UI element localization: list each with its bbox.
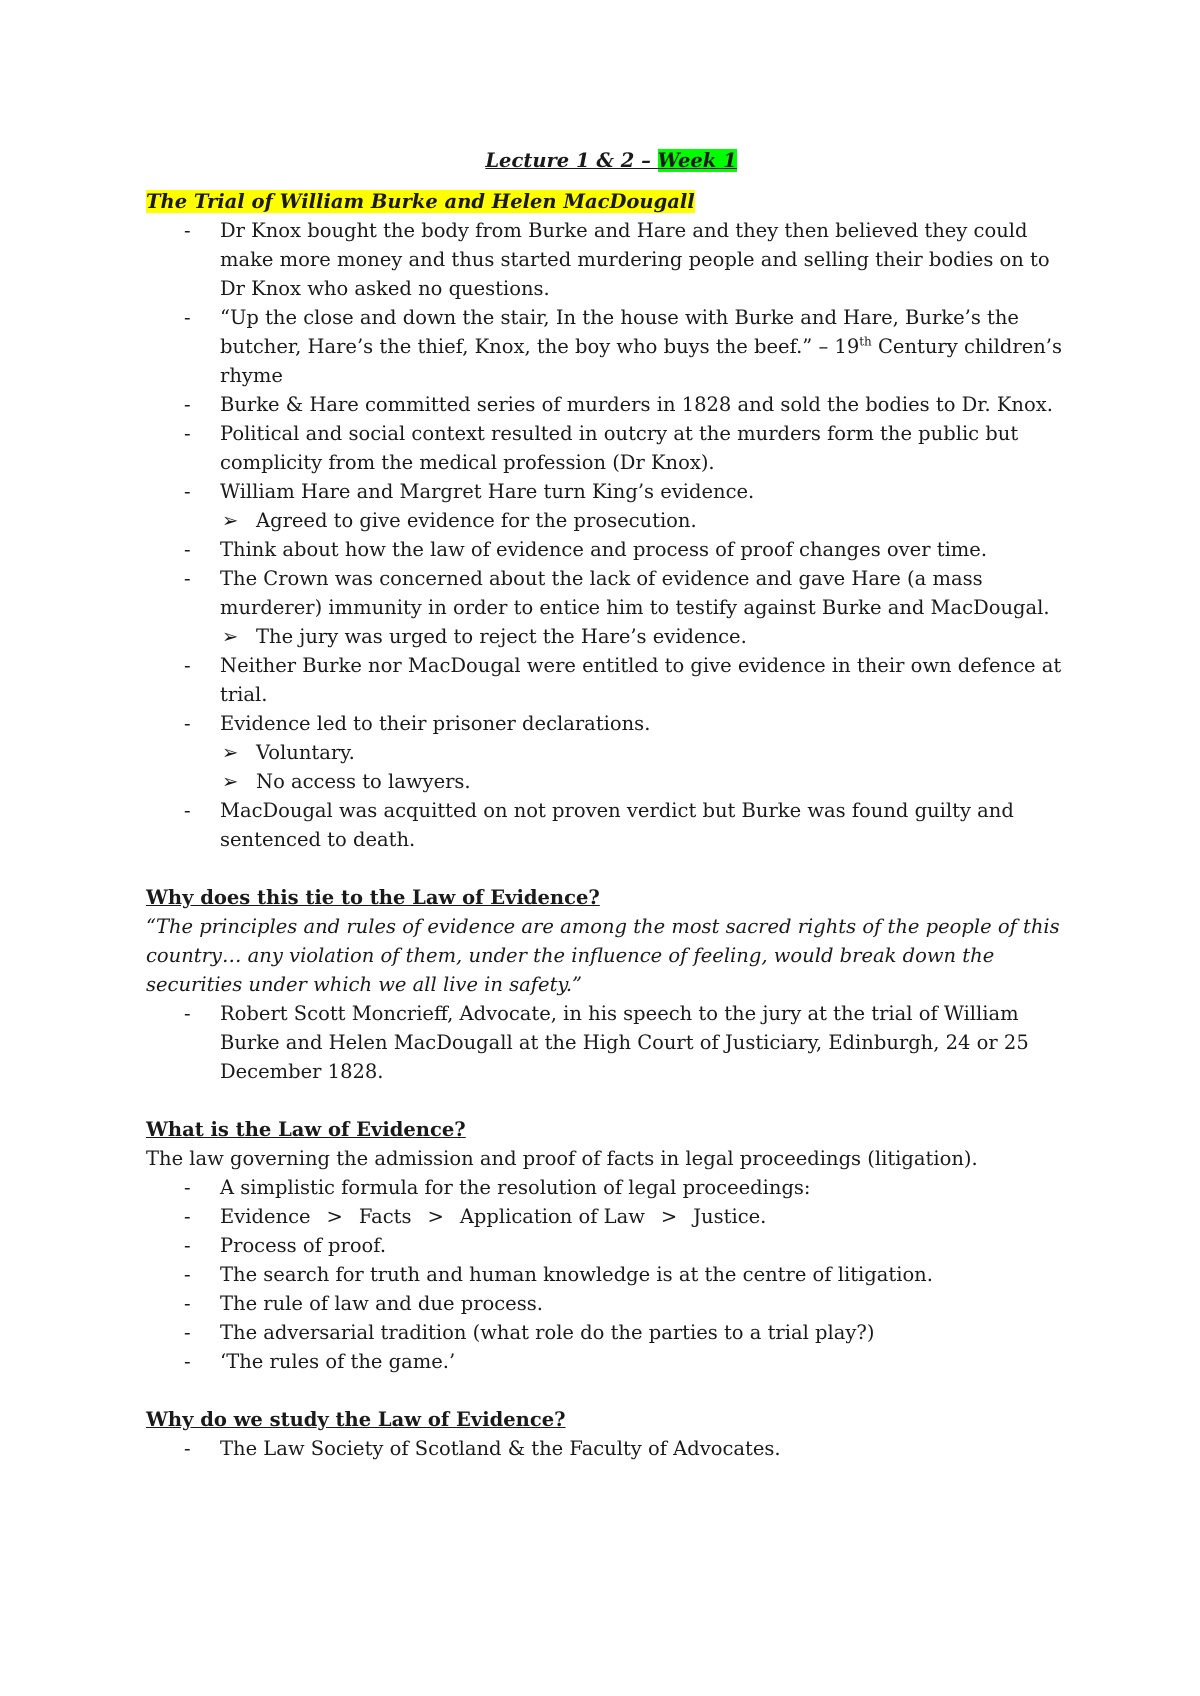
list-item: - Neither Burke nor MacDougal were entitled to give evidence in their own defence at trial. bbox=[146, 651, 1076, 709]
sub-list-item bbox=[146, 767, 1076, 796]
rhyme-tail: Century children’s rhyme bbox=[220, 335, 1063, 387]
arrow-bullet-icon: ➢ bbox=[222, 625, 239, 648]
definition-text: The law governing the admission and proof of facts in legal proceedings (litigation). bbox=[146, 1147, 978, 1170]
section-heading-trial-text: The Trial of William Burke and Helen MacDougall bbox=[146, 190, 695, 213]
spacer bbox=[146, 1086, 1076, 1115]
flow-justice: Justice. bbox=[693, 1205, 767, 1228]
sub-list-item bbox=[146, 622, 1076, 651]
arrow-bullet-icon: ➢ bbox=[222, 741, 239, 764]
flow-application: Application of Law bbox=[459, 1205, 645, 1228]
section-heading-what-is: What is the Law of Evidence? bbox=[146, 1118, 466, 1141]
list-item: - The rule of law and due process. bbox=[146, 1289, 1076, 1318]
spacer bbox=[146, 1376, 1076, 1405]
title-highlight: Week 1 bbox=[657, 149, 737, 172]
sub-list-item-text: Agreed to give evidence for the prosecution. bbox=[256, 509, 697, 532]
moncrieff-quote: “The principles and rules of evidence are among the most sacred rights of the people of this country… any violation of them, under the influence of feeling, would break down the securities under which we all live in safety.” bbox=[146, 915, 1060, 996]
list-item: - A simplistic formula for the resolution of legal proceedings: bbox=[146, 1173, 1076, 1202]
section-heading-trial bbox=[146, 187, 1076, 216]
sub-list-item-text: The jury was urged to reject the Hare’s evidence. bbox=[256, 625, 747, 648]
document-content bbox=[146, 146, 1076, 1463]
flow-arrow: > bbox=[326, 1205, 343, 1228]
list-item: - The Crown was concerned about the lack of evidence and gave Hare (a mass murderer) immunity in order to entice him to testify against Burke and MacDougal. bbox=[146, 564, 1076, 622]
sub-list-item-text: No access to lawyers. bbox=[256, 770, 471, 793]
list-item: - MacDougal was acquitted on not proven verdict but Burke was found guilty and sentenced to death. bbox=[146, 796, 1076, 854]
trial-list-continued bbox=[146, 535, 1076, 622]
list-item: - Burke & Hare committed series of murders in 1828 and sold the bodies to Dr. Knox. bbox=[146, 390, 1076, 419]
flow-evidence: Evidence bbox=[220, 1205, 311, 1228]
section-heading-why-study: Why do we study the Law of Evidence? bbox=[146, 1408, 566, 1431]
list-item: - Think about how the law of evidence and process of proof changes over time. bbox=[146, 535, 1076, 564]
quote-attribution-list bbox=[146, 999, 1076, 1086]
list-item: - William Hare and Margret Hare turn King’s evidence. bbox=[146, 477, 1076, 506]
declarations-sublist bbox=[146, 738, 1076, 796]
king-evidence-sublist bbox=[146, 506, 1076, 535]
flow-facts: Facts bbox=[358, 1205, 412, 1228]
arrow-bullet-icon: ➢ bbox=[222, 509, 239, 532]
sub-list-item bbox=[146, 738, 1076, 767]
rhyme-superscript: th bbox=[859, 334, 872, 349]
flow-arrow: > bbox=[427, 1205, 444, 1228]
trial-list-continued-2 bbox=[146, 651, 1076, 738]
what-is-list bbox=[146, 1173, 1076, 1376]
trial-list-continued-3 bbox=[146, 796, 1076, 854]
list-item: - Process of proof. bbox=[146, 1231, 1076, 1260]
list-item: - The adversarial tradition (what role do the parties to a trial play?) bbox=[146, 1318, 1076, 1347]
trial-list bbox=[146, 216, 1076, 506]
list-item: - The Law Society of Scotland & the Faculty of Advocates. bbox=[146, 1434, 1076, 1463]
sub-list-item-text: Voluntary. bbox=[256, 741, 355, 764]
title-prefix: Lecture 1 & 2 – bbox=[485, 149, 658, 172]
list-item: - The search for truth and human knowledge is at the centre of litigation. bbox=[146, 1260, 1076, 1289]
spacer bbox=[146, 854, 1076, 883]
rhyme-text: “Up the close and down the stair, In the house with Burke and Hare, Burke’s the butcher, Hare’s the thief, Knox, the boy who buys the beef.” – 19 bbox=[220, 306, 1019, 358]
page-title bbox=[146, 146, 1076, 175]
list-item-rhyme bbox=[146, 303, 1076, 390]
sub-list-item bbox=[146, 506, 1076, 535]
section-heading-why-tie: Why does this tie to the Law of Evidence? bbox=[146, 886, 600, 909]
list-item: - Robert Scott Moncrieff, Advocate, in his speech to the jury at the trial of William Burke and Helen MacDougall at the High Court of Justiciary, Edinburgh, 24 or 25 December 1828. bbox=[146, 999, 1076, 1086]
list-item: - Political and social context resulted in outcry at the murders form the public but complicity from the medical profession (Dr Knox). bbox=[146, 419, 1076, 477]
why-study-list bbox=[146, 1434, 1076, 1463]
arrow-bullet-icon: ➢ bbox=[222, 770, 239, 793]
list-item: - Evidence led to their prisoner declarations. bbox=[146, 709, 1076, 738]
flow-arrow: > bbox=[660, 1205, 678, 1228]
list-item-flow bbox=[146, 1202, 1076, 1231]
list-item: - Dr Knox bought the body from Burke and Hare and they then believed they could make more money and thus started murdering people and selling their bodies on to Dr Knox who asked no questions. bbox=[146, 216, 1076, 303]
crown-sublist bbox=[146, 622, 1076, 651]
list-item: - ‘The rules of the game.’ bbox=[146, 1347, 1076, 1376]
